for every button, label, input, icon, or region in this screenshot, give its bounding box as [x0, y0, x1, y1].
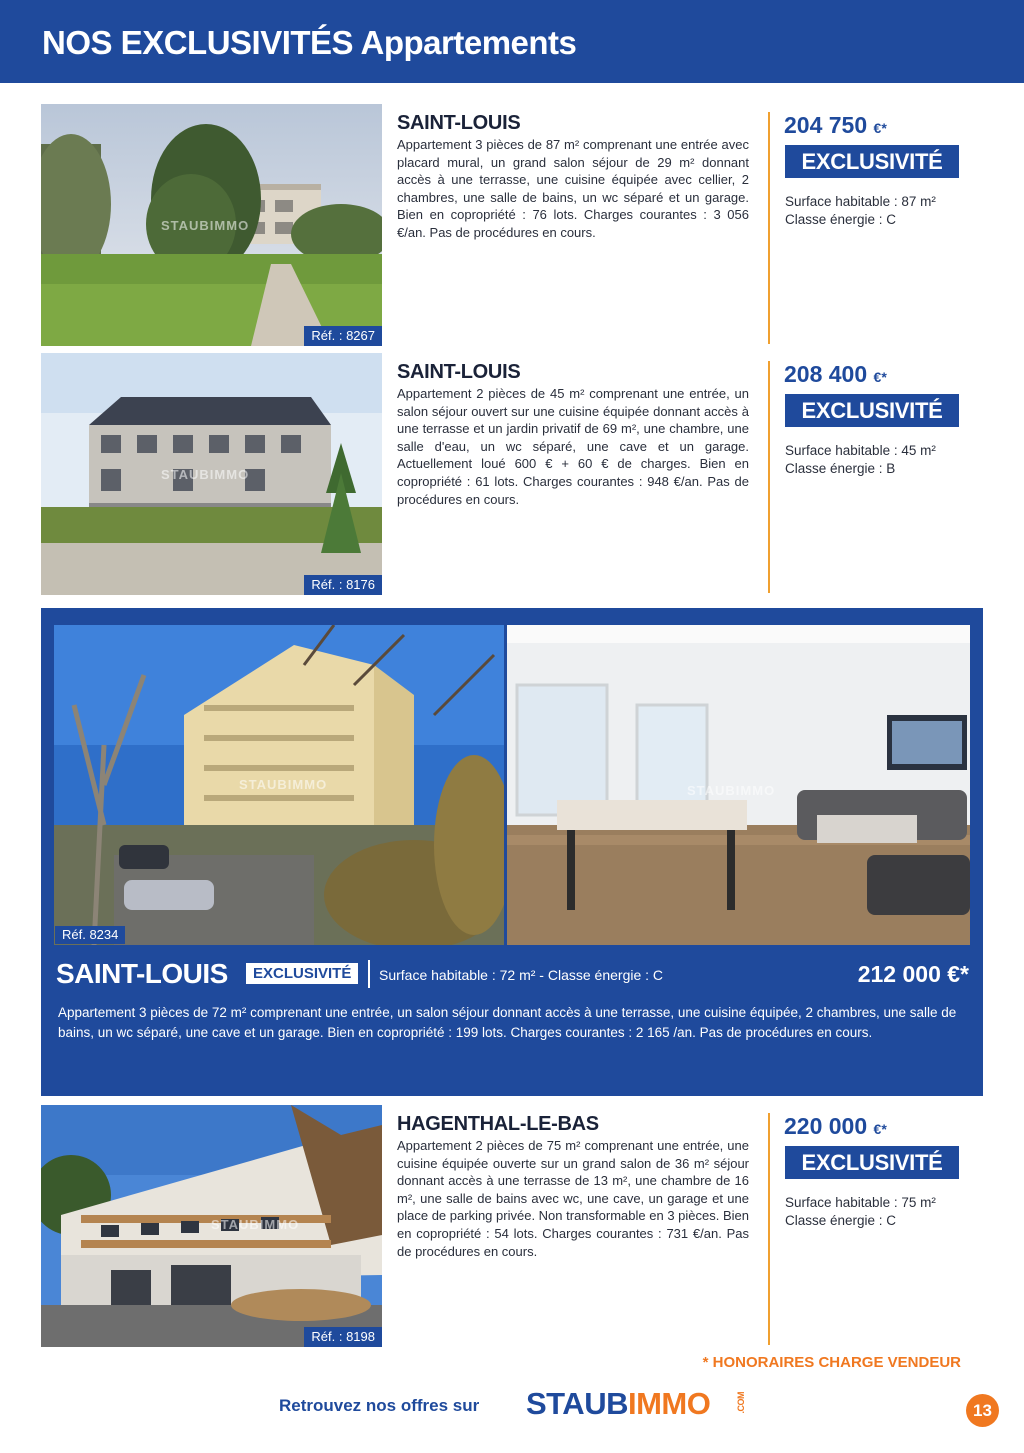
exclusivity-badge: EXCLUSIVITÉ: [785, 1146, 959, 1179]
page-title: NOS EXCLUSIVITÉS Appartements: [42, 24, 577, 61]
photo-watermark: STAUBIMMO: [687, 783, 776, 798]
listing-price: [784, 361, 887, 388]
listing-description: Appartement 2 pièces de 75 m² comprenant une entrée, une cuisine équipée ouverte sur un grand salon de 36 m² séjour donnant accès à une terrasse de 13 m², une chambre de 16 m², une salle de bains avec wc, une cave, un garage et une place de parking privée. Non transformable en 3 pièces. Bien en copropriété : 54 lots. Charges courantes : 731 €/an. Pas de procédures en cours.: [397, 1138, 749, 1259]
page-header: [0, 0, 1024, 83]
listing-price: [784, 1113, 887, 1140]
featured-exterior-photo[interactable]: [54, 625, 504, 945]
surface-energy-text: Surface habitable : 72 m² - Classe énergie : C: [379, 967, 664, 983]
listing-info: [785, 193, 936, 229]
reference-tag: Réf. : 8176: [304, 575, 382, 595]
exclusivity-badge: EXCLUSIVITÉ: [785, 145, 959, 178]
photo-watermark: STAUBIMMO: [211, 1217, 300, 1232]
featured-city: SAINT-LOUIS: [56, 958, 228, 989]
reference-tag: Réf. : 8198: [304, 1327, 382, 1347]
featured-price: 212 000 €*: [857, 961, 969, 987]
listing-description: Appartement 3 pièces de 87 m² comprenant une entrée avec placard mural, un grand salon séjour de 29 m² donnant accès à une terrasse, une cuisine équipée avec cellier, 2 chambres, une salle de bains, un wc séparé et un garage. Bien en copropriété : 76 lots. Charges courantes : 3 056 €/an. Pas de procédures en cours.: [397, 137, 749, 240]
divider-line: [768, 361, 770, 593]
price-suffix: €*: [873, 1121, 887, 1137]
photo-watermark: STAUBIMMO: [239, 777, 328, 792]
listing-photo[interactable]: [41, 1105, 382, 1347]
featured-listing[interactable]: [41, 608, 983, 1096]
divider-line: [368, 960, 370, 988]
listing-city: SAINT-LOUIS: [397, 112, 521, 134]
featured-interior-photo[interactable]: [507, 625, 970, 945]
price-value: 204 750: [784, 112, 868, 138]
listing-city: SAINT-LOUIS: [397, 361, 521, 383]
staubimmo-logo[interactable]: [526, 1386, 746, 1422]
divider-line: [768, 112, 770, 344]
energy-class-text: Classe énergie : B: [785, 461, 896, 476]
price-value: 220 000: [784, 1113, 868, 1139]
energy-class-text: Classe énergie : C: [785, 1213, 897, 1228]
listing-photo[interactable]: [41, 104, 382, 346]
listing-info: [785, 442, 936, 478]
energy-class-text: Classe énergie : C: [785, 212, 897, 227]
listing-info: [785, 1194, 936, 1230]
photo-watermark: STAUBIMMO: [161, 467, 250, 482]
logo-staub: STAUB: [526, 1386, 628, 1421]
listing-city: HAGENTHAL-LE-BAS: [397, 1113, 599, 1135]
listing-card[interactable]: [0, 1105, 1024, 1347]
featured-description: Appartement 3 pièces de 72 m² comprenant une entrée, un salon séjour donnant accès à une terrasse, une cuisine équipée, 2 chambres, une salle de bains, un wc séparé, une cave et un garage. Bien en copropriété : 199 lots. Charges courantes : 2 165 /an. Pas de procédures en cours.: [58, 1005, 957, 1040]
exclusivity-badge: EXCLUSIVITÉ: [785, 394, 959, 427]
price-suffix: €*: [873, 369, 887, 385]
reference-tag: Réf. 8234: [55, 926, 125, 944]
price-suffix: €*: [873, 120, 887, 136]
seller-fees-note: * HONORAIRES CHARGE VENDEUR: [702, 1354, 961, 1371]
surface-text: Surface habitable : 75 m²: [785, 1195, 936, 1210]
listing-price: [784, 112, 887, 139]
logo-com: .COM: [736, 1392, 746, 1414]
listing-photo[interactable]: [41, 353, 382, 595]
offers-tagline: Retrouvez nos offres sur: [279, 1396, 480, 1415]
page-number: 13: [966, 1394, 999, 1427]
reference-tag: Réf. : 8267: [304, 326, 382, 346]
photo-watermark: STAUBIMMO: [161, 218, 250, 233]
divider-line: [768, 1113, 770, 1345]
listing-card[interactable]: [0, 104, 1024, 346]
listing-card[interactable]: [0, 353, 1024, 595]
surface-text: Surface habitable : 45 m²: [785, 443, 936, 458]
listing-description: Appartement 2 pièces de 45 m² comprenant une entrée, un salon séjour ouvert sur une cuisine équipée donnant accès à une terrasse et un jardin privatif de 69 m², une chambre, une salle d'eau, un wc séparé, une cave et un garage. Actuellement loué 600 € + 60 € de charges. Bien en copropriété : 61 lots. Charges courantes : 948 €/an. Pas de procédures en cours.: [397, 386, 749, 507]
exclusivity-badge: EXCLUSIVITÉ: [246, 963, 358, 984]
price-value: 208 400: [784, 361, 868, 387]
surface-text: Surface habitable : 87 m²: [785, 194, 936, 209]
logo-immo: IMMO: [627, 1386, 711, 1421]
